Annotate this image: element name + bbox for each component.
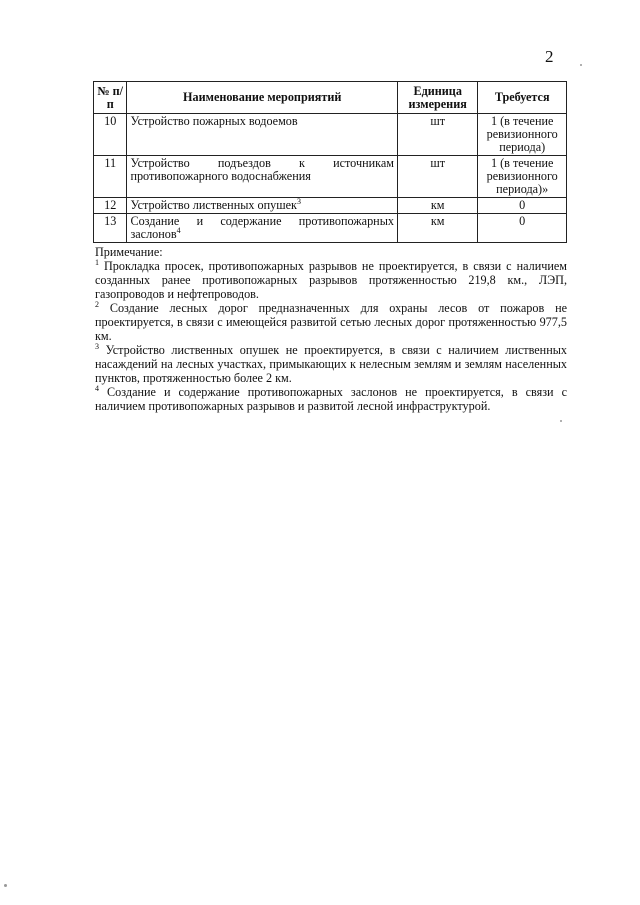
row-num: 10 <box>94 114 127 156</box>
row-required: 1 (в течение ревизионного периода) <box>478 114 567 156</box>
note-text: Создание лесных дорог предназначенных для охраны лесов от пожаров не проектируется, в связи с имеющейся развитой сетью лесных дорог протяженностью 977,5 км. <box>95 301 568 343</box>
scan-speck <box>580 64 582 66</box>
note-marker: 3 <box>95 341 99 351</box>
note-item <box>95 343 567 385</box>
row-unit: шт <box>397 156 477 198</box>
header-num: № п/п <box>94 82 127 114</box>
scan-speck <box>4 884 7 887</box>
row-name: Устройство лиственных опушек$^3$ <box>127 198 398 214</box>
row-num: 12 <box>94 198 127 214</box>
note-marker: 4 <box>95 383 99 393</box>
row-num: 13 <box>94 214 127 243</box>
row-unit: шт <box>397 114 477 156</box>
row-required: 0 <box>478 214 567 243</box>
table-row <box>94 198 567 214</box>
row-name: Создание и содержание противопожарных заслонов$^4$ <box>127 214 398 243</box>
page-number: 2 <box>545 47 554 66</box>
row-name: Устройство пожарных водоемов <box>127 114 398 156</box>
note-marker: 1 <box>95 257 99 267</box>
header-unit: Единица измерения <box>397 82 477 114</box>
row-required: 1 (в течение ревизионного периода)» <box>478 156 567 198</box>
measures-table <box>93 81 567 243</box>
scan-speck <box>560 420 562 422</box>
note-item <box>95 301 567 343</box>
header-required: Требуется <box>478 82 567 114</box>
note-item <box>95 385 567 413</box>
row-required: 0 <box>478 198 567 214</box>
table-row <box>94 114 567 156</box>
note-item <box>95 259 567 301</box>
notes-title: Примечание: <box>95 245 163 259</box>
row-unit: км <box>397 198 477 214</box>
row-name: Устройство подъездов к источникам противопожарного водоснабжения <box>127 156 398 198</box>
note-text: Устройство лиственных опушек не проектируется, в связи с наличием лиственных насаждений на лесных участках, примыкающих к нелесным землям и землям населенных пунктов, протяженностью более 2 км. <box>95 343 568 385</box>
header-name: Наименование мероприятий <box>127 82 398 114</box>
table-row <box>94 156 567 198</box>
row-num: 11 <box>94 156 127 198</box>
table-header-row <box>94 82 567 114</box>
table-row <box>94 214 567 243</box>
row-unit: км <box>397 214 477 243</box>
note-text: Прокладка просек, противопожарных разрывов не проектируется, в связи с наличием созданных ранее противопожарных разрывов протяженностью 219,8 км., ЛЭП, газопроводов и нефтепроводов. <box>95 259 567 301</box>
note-text: Создание и содержание противопожарных заслонов не проектируется, в связи с наличием противопожарных разрывов и развитой лесной инфраструктурой. <box>95 385 568 413</box>
notes-section <box>95 245 567 413</box>
note-marker: 2 <box>95 299 99 309</box>
